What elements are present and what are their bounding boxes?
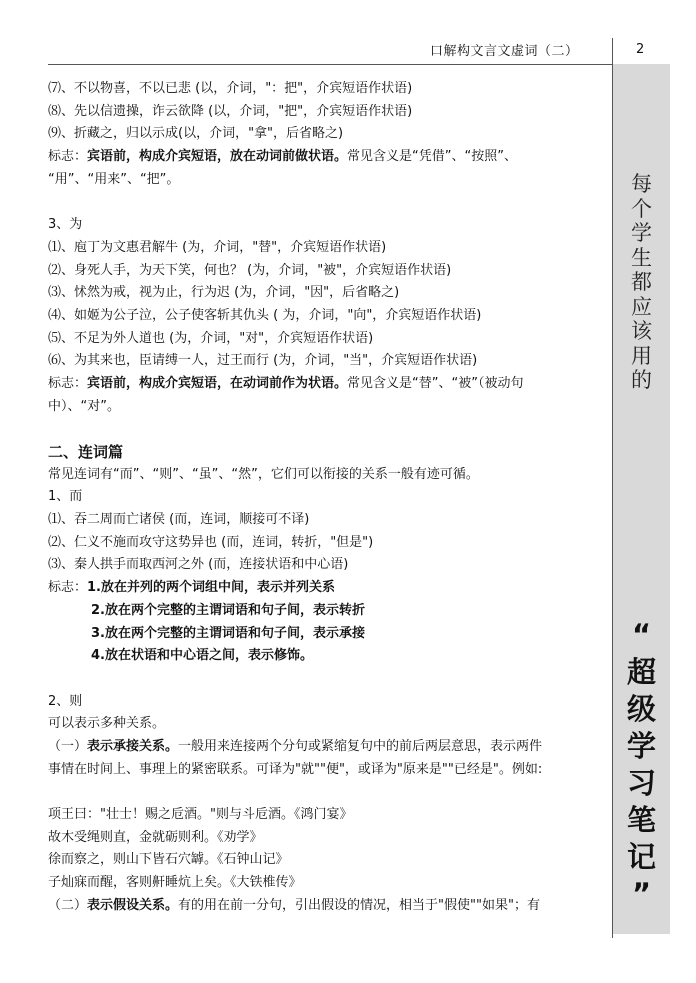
quote-example: 项王曰："壮士！赐之卮酒。"则与斗卮酒。《鸿门宴》 — [48, 807, 353, 822]
note-label: 标志： — [48, 580, 88, 596]
spacer — [48, 668, 604, 691]
quote-example: 徐而察之，则山下皆石穴罅。《石钟山记》 — [48, 852, 289, 868]
example-line: ⑵、仁义不施而攻守这势异也 (而，连词，转折，"但是") — [48, 534, 374, 550]
rule-note — [48, 146, 604, 169]
example-line: ⑼、折藏之，归以示成(以，介词，"拿"，后省略之) — [48, 126, 344, 142]
usage-paragraph-cont: 事情在时间上、事理上的紧密联系。可译为"就""便"，或译为"原来是""已经是"。例如: — [48, 761, 543, 777]
sidebar-char: 学 — [626, 729, 656, 763]
page-number: 2 — [636, 42, 645, 57]
subsection-title: 3、为 — [48, 217, 83, 233]
usage-label: （二） — [48, 897, 88, 913]
example-line: ⑷、如姬为公子泣，公子使客斩其仇头 ( 为，介词，"向"，介宾短语作状语) — [48, 307, 482, 323]
sidebar-char: ” — [631, 877, 652, 911]
sidebar-char: 个 — [631, 196, 652, 221]
note-emphasis: 宾语前，构成介宾短语，在动词前作为状语。 — [87, 375, 348, 391]
example-line: ⑻、先以信遗操，诈云欲降 (以，介词，"把"，介宾短语作状语) — [48, 103, 413, 119]
spacer — [48, 781, 604, 804]
section-title: 二、连词篇 — [48, 443, 124, 461]
quote-example: 故木受绳则直，金就砺则利。《劝学》 — [48, 829, 263, 845]
rule-note-cont: 中）、“对”。 — [48, 398, 120, 414]
note-text: 常见含义是“替”、“被”（被动句 — [347, 375, 524, 391]
example-line: ⑴、庖丁为文惠君解牛 (为，介词，"替"，介宾短语作状语) — [48, 239, 387, 255]
rule-note-item: 3.放在两个完整的主谓词语和句子间，表示承接 — [91, 625, 365, 641]
usage-emphasis: 表示承接关系。 — [87, 738, 179, 754]
rule-note-item: 2.放在两个完整的主谓词语和句子间，表示转折 — [91, 602, 365, 618]
subsection-intro: 可以表示多种关系。 — [48, 716, 166, 732]
sidebar-char: 超 — [626, 655, 656, 689]
sidebar-char: 笔 — [626, 803, 656, 837]
note-label: 标志： — [48, 149, 88, 165]
subsection-title: 1、而 — [48, 489, 83, 505]
sidebar-slogan-top — [613, 172, 670, 393]
sidebar-char: 级 — [626, 692, 656, 726]
sidebar-char: 该 — [631, 319, 652, 343]
header-rule — [48, 64, 613, 65]
spacer — [48, 191, 604, 214]
sidebar-slogan-bottom — [613, 617, 670, 913]
rule-note — [48, 373, 604, 396]
spacer — [48, 418, 604, 441]
header-title: 口解构文言文虚词（二） — [430, 44, 579, 59]
note-emphasis: 宾语前，构成介宾短语，放在动词前做状语。 — [87, 149, 348, 165]
usage-label: （一） — [48, 738, 88, 754]
usage-text: 有的用在前一分句，引出假设的情况，相当于"假使""如果"；有 — [178, 897, 540, 913]
sidebar-char: 记 — [626, 840, 656, 874]
sidebar-char: 生 — [631, 245, 652, 270]
example-line: ⑴、吞二周而亡诸侯 (而，连词，顺接可不译) — [48, 512, 310, 528]
note-text: 常见含义是“凭借”、“按照”、 — [347, 149, 517, 165]
sidebar-char: 习 — [626, 766, 656, 800]
sidebar-banner — [613, 64, 670, 934]
rule-note — [48, 577, 604, 600]
sidebar-char: 用 — [631, 343, 652, 368]
rule-note-cont: “用”、“用来”、“把”。 — [48, 171, 180, 187]
quote-example: 子灿寐而醒，客则鼾睡炕上矣。《大铁椎传》 — [48, 875, 302, 891]
sidebar-char: 应 — [631, 294, 652, 319]
document-body — [48, 78, 604, 917]
sidebar-char: 学 — [631, 221, 652, 245]
example-line: ⑺、不以物喜，不以已悲 (以，介词，"：把"，介宾短语作状语) — [48, 81, 413, 96]
sidebar-char: 的 — [631, 368, 652, 392]
subsection-title: 2、则 — [48, 693, 83, 709]
example-line: ⑶、秦人拱手而取西河之外 (而，连接状语和中心语) — [48, 557, 349, 573]
sidebar-char: “ — [631, 618, 652, 652]
usage-text: 一般用来连接两个分句或紧缩复句中的前后两层意思，表示两件 — [178, 738, 543, 754]
usage-paragraph — [48, 895, 604, 918]
note-label: 标志： — [48, 375, 88, 391]
example-line: ⑵、身死人手，为天下笑，何也？ (为，介词，"被"，介宾短语作状语) — [48, 262, 452, 278]
example-line: ⑸、不足为外人道也 (为，介词，"对"，介宾短语作状语) — [48, 330, 374, 346]
example-line: ⑹、为其来也，臣请缚一人，过王而行 (为，介词，"当"，介宾短语作状语) — [48, 353, 478, 369]
section-intro: 常见连词有“而”、“则”、“虽”、“然”，它们可以衔接的关系一般有迹可循。 — [48, 466, 479, 482]
example-line: ⑶、怵然为戒，视为止，行为迟 (为，介词，"因"，后省略之) — [48, 285, 400, 301]
sidebar-char: 都 — [631, 270, 652, 294]
rule-note-item: 4.放在状语和中心语之间，表示修饰。 — [91, 648, 313, 664]
usage-paragraph — [48, 736, 604, 759]
usage-emphasis: 表示假设关系。 — [87, 897, 179, 913]
note-emphasis: 1.放在并列的两个词组中间，表示并列关系 — [87, 580, 335, 596]
sidebar-char: 每 — [631, 172, 652, 196]
